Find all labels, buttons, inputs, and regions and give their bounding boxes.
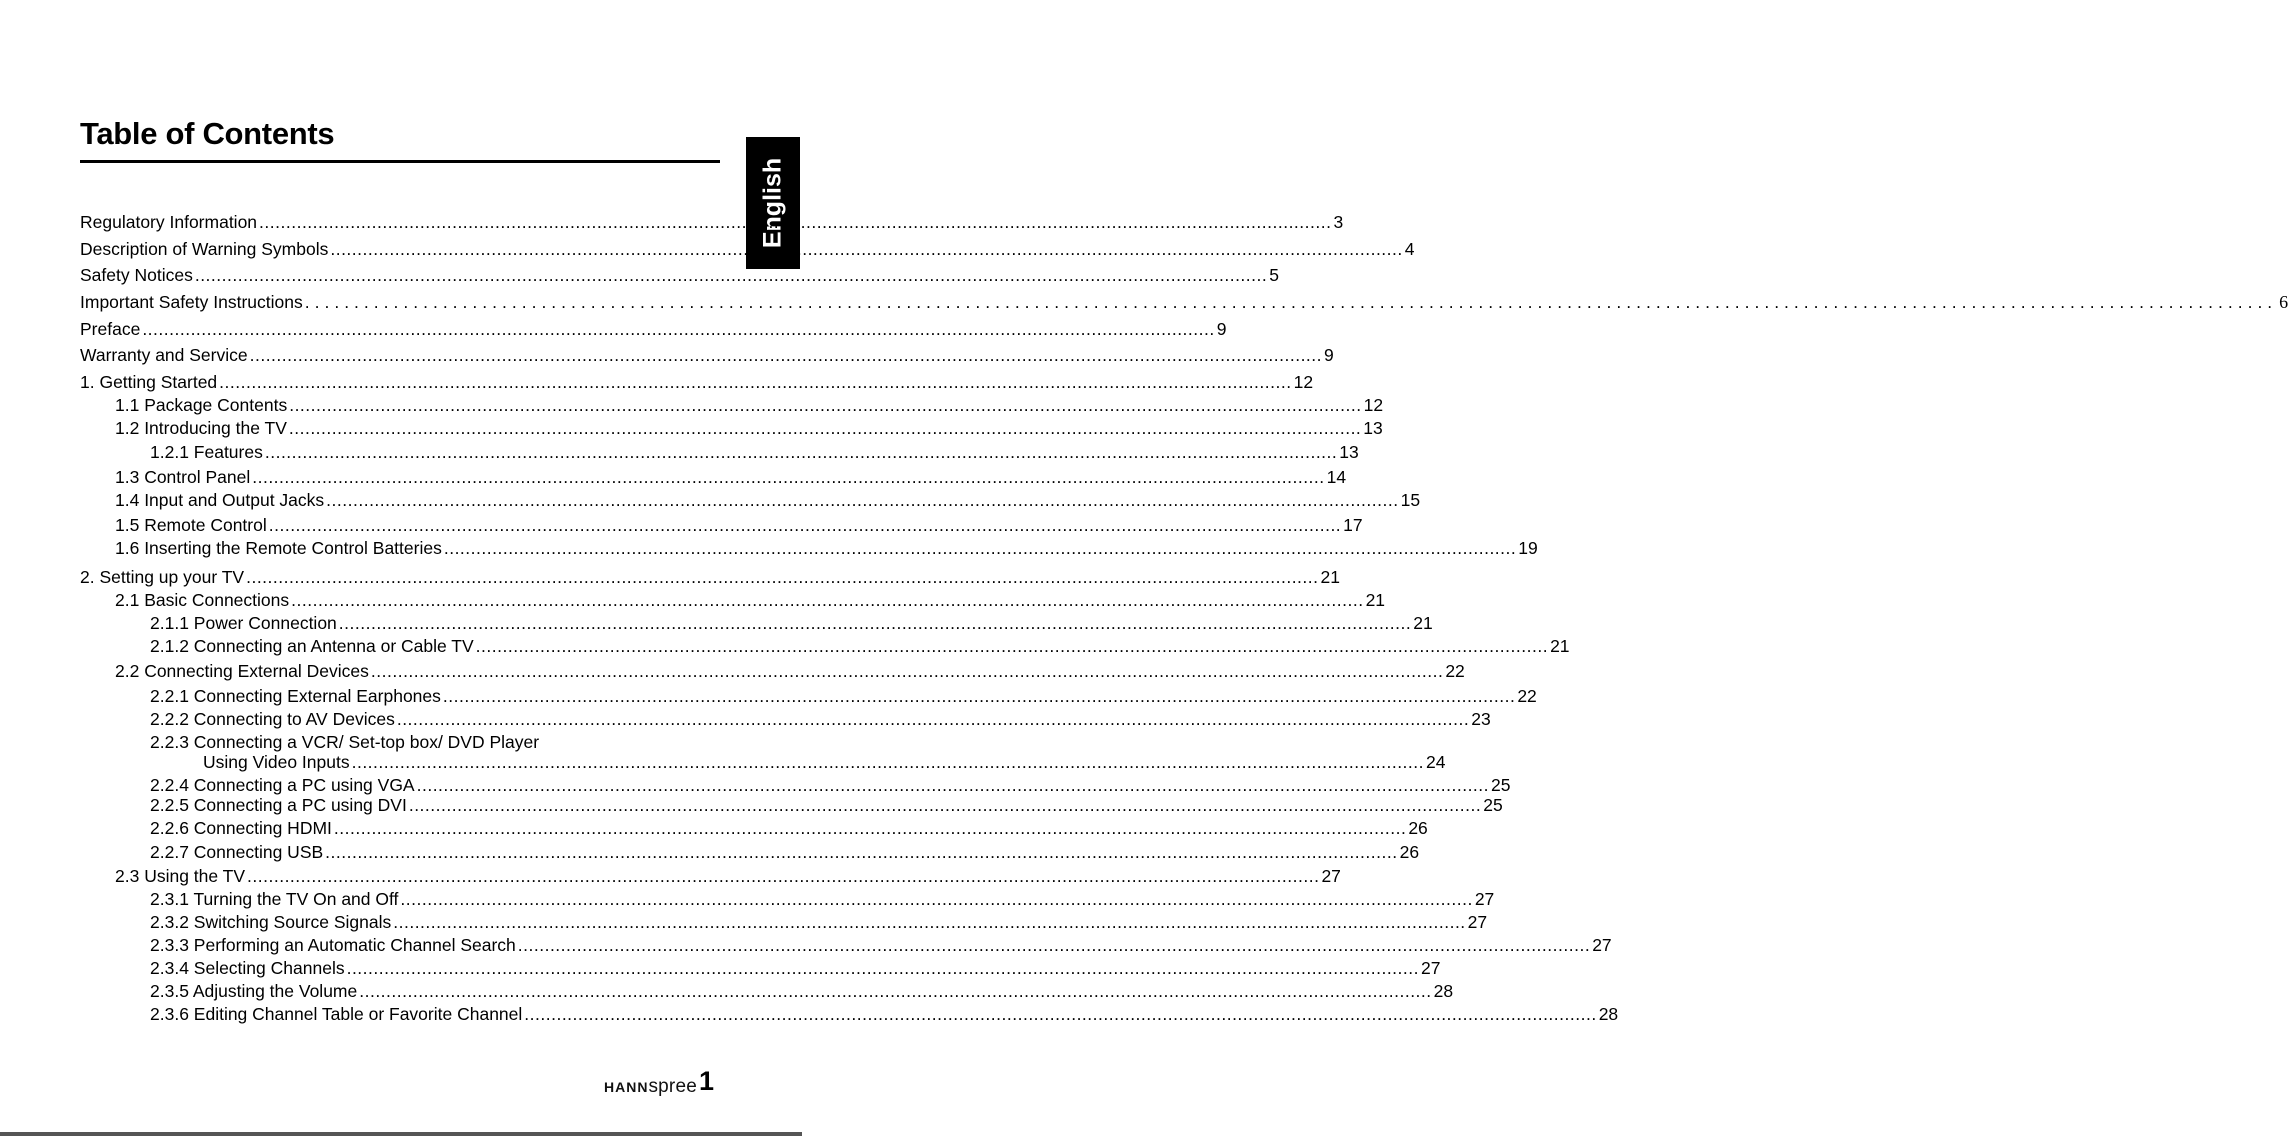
toc-leader: ........................................................................................................................................................................................................	[252, 467, 1325, 487]
toc-entry[interactable]	[150, 817, 1428, 839]
toc-entry[interactable]	[115, 417, 1383, 439]
toc-entry-continuation: Using Video Inputs	[203, 752, 350, 772]
toc-entry[interactable]	[115, 589, 1386, 611]
toc-entry-label: 2.3.4 Selecting Channels	[150, 958, 345, 978]
toc-leader: ........................................................................................................................................................................................................	[351, 752, 1425, 772]
brand-logo	[604, 1076, 697, 1098]
toc-entry-label: 1.2.1 Features	[150, 442, 263, 462]
toc-entry-page: 12	[1363, 395, 1384, 415]
toc-entry-page: 15	[1400, 490, 1421, 510]
toc-entry[interactable]	[150, 774, 1511, 796]
toc-entry[interactable]	[80, 566, 1340, 588]
toc-entry[interactable]	[80, 264, 1279, 286]
toc-leader: ........................................................................................................................................................................................................	[249, 345, 1323, 365]
toc-entry-label: 2.3.6 Editing Channel Table or Favorite Channel	[150, 1004, 523, 1024]
toc-entry-label: 2.3 Using the TV	[115, 866, 246, 886]
toc-entry[interactable]	[150, 1003, 1619, 1025]
toc-leader: ........................................................................................................................................................................................................	[416, 775, 1490, 795]
toc-entry-page: 27	[1421, 958, 1441, 978]
toc-entry[interactable]	[150, 441, 1359, 463]
toc-entry-label: Safety Notices	[80, 265, 193, 285]
toc-entry-page: 9	[1216, 319, 1227, 339]
toc-entry-label: Description of Warning Symbols	[80, 239, 329, 259]
toc-entry[interactable]	[150, 934, 1612, 956]
page-bottom-rule	[0, 1132, 802, 1136]
toc-entry[interactable]	[150, 635, 1570, 657]
toc-leader: ........................................................................................................................................................................................................	[268, 515, 1342, 535]
toc-entry-label: Warranty and Service	[80, 345, 248, 365]
toc-entry-label: 2.3.2 Switching Source Signals	[150, 912, 392, 932]
toc-leader: ........................................................................................................................................................................................................	[304, 292, 2278, 312]
language-tab-label: English	[758, 157, 787, 249]
toc-entry[interactable]	[80, 291, 2288, 313]
toc-leader: ........................................................................................................................................................................................................	[408, 795, 1482, 815]
toc-entry-page: 13	[1363, 418, 1383, 438]
toc-entry-page: 21	[1320, 567, 1340, 587]
toc-entry-page: 27	[1321, 866, 1341, 886]
toc-entry-page: 21	[1365, 590, 1386, 610]
toc-entry-page: 24	[1426, 752, 1446, 772]
toc-entry[interactable]	[150, 708, 1491, 730]
toc-entry-label: 2.1.1 Power Connection	[150, 613, 337, 633]
toc-entry-label: 2.2.6 Connecting HDMI	[150, 818, 332, 838]
toc-leader: ........................................................................................................................................................................................................	[393, 912, 1466, 932]
toc-leader: ........................................................................................................................................................................................................	[333, 818, 1407, 838]
toc-entry-page: 6	[2279, 292, 2288, 312]
title-underline	[80, 160, 720, 163]
brand-logo-bold: HANN	[604, 1079, 649, 1095]
toc-entry-label: 1.6 Inserting the Remote Control Batteries	[115, 538, 442, 558]
toc-entry-page: 9	[1324, 345, 1334, 365]
page-title: Table of Contents	[80, 116, 335, 151]
toc-entry[interactable]	[150, 612, 1433, 634]
toc-entry-page: 28	[1598, 1004, 1619, 1024]
toc-entry-label: 2.2.5 Connecting a PC using DVI	[150, 795, 407, 815]
toc-entry-page: 22	[1517, 686, 1537, 706]
toc-leader: ........................................................................................................................................................................................................	[400, 889, 1473, 909]
toc-leader: ........................................................................................................................................................................................................	[524, 1004, 1597, 1024]
toc-leader: ........................................................................................................................................................................................................	[442, 686, 1516, 706]
brand-logo-rest: spree	[648, 1076, 697, 1097]
toc-entry-label: Important Safety Instructions	[80, 292, 303, 312]
toc-leader: ........................................................................................................................................................................................................	[291, 590, 1364, 610]
toc-entry[interactable]	[115, 466, 1347, 488]
toc-entry[interactable]	[115, 514, 1363, 536]
toc-entry-page: 28	[1433, 981, 1454, 1001]
toc-entry[interactable]	[80, 318, 1227, 340]
toc-entry-label: 2.3.5 Adjusting the Volume	[150, 981, 358, 1001]
toc-leader: ........................................................................................................................................................................................................	[443, 538, 1517, 558]
toc-entry-label: Preface	[80, 319, 141, 339]
toc-entry-label: 2.1.2 Connecting an Antenna or Cable TV	[150, 636, 474, 656]
toc-entry-page: 12	[1293, 372, 1314, 392]
toc-entry-page: 25	[1491, 775, 1511, 795]
toc-leader: ........................................................................................................................................................................................................	[346, 958, 1419, 978]
toc-entry-label: 2.2.2 Connecting to AV Devices	[150, 709, 395, 729]
toc-entry[interactable]	[203, 751, 1446, 773]
toc-entry-page: 22	[1445, 661, 1465, 681]
toc-entry[interactable]	[150, 911, 1488, 933]
toc-entry-page: 21	[1550, 636, 1570, 656]
toc-entry-page: 19	[1518, 538, 1538, 558]
toc-entry-label: 2.2.1 Connecting External Earphones	[150, 686, 441, 706]
toc-entry-page: 21	[1413, 613, 1433, 633]
toc-entry[interactable]	[150, 888, 1495, 910]
toc-entry-label: 1.2 Introducing the TV	[115, 418, 287, 438]
toc-leader: ........................................................................................................................................................................................................	[289, 395, 1362, 415]
toc-leader: ........................................................................................................................................................................................................	[219, 372, 1292, 392]
toc-entry-page: 5	[1269, 265, 1279, 285]
toc-leader: ........................................................................................................................................................................................................	[194, 265, 1268, 285]
toc-entry[interactable]	[115, 394, 1384, 416]
toc-entry-page: 26	[1399, 842, 1420, 862]
toc-entry-label: 2. Setting up your TV	[80, 567, 245, 587]
toc-entry-page: 23	[1471, 709, 1491, 729]
toc-leader: ........................................................................................................................................................................................................	[359, 981, 1432, 1001]
toc-entry-label: 1.5 Remote Control	[115, 515, 267, 535]
toc-entry-page: 25	[1483, 795, 1503, 815]
toc-entry[interactable]	[80, 238, 1415, 260]
toc-leader: ........................................................................................................................................................................................................	[259, 212, 1332, 232]
toc-leader: ........................................................................................................................................................................................................	[247, 866, 1320, 886]
toc-entry[interactable]	[115, 537, 1538, 559]
toc-entry-label: 2.1 Basic Connections	[115, 590, 290, 610]
toc-entry[interactable]	[115, 489, 1421, 511]
toc-leader: ........................................................................................................................................................................................................	[325, 842, 1398, 862]
toc-entry-label: 2.3.3 Performing an Automatic Channel Search	[150, 935, 516, 955]
toc-entry[interactable]	[150, 841, 1420, 863]
toc-entry-page: 4	[1404, 239, 1415, 259]
toc-leader: ........................................................................................................................................................................................................	[330, 239, 1403, 259]
toc-leader: ........................................................................................................................................................................................................	[475, 636, 1549, 656]
toc-entry[interactable]	[150, 685, 1537, 707]
toc-leader: ........................................................................................................................................................................................................	[326, 490, 1399, 510]
toc-leader: ........................................................................................................................................................................................................	[396, 709, 1470, 729]
toc-entry[interactable]	[80, 371, 1314, 393]
toc-entry[interactable]	[80, 211, 1344, 233]
toc-entry[interactable]	[80, 344, 1334, 366]
toc-entry-label: Regulatory Information	[80, 212, 258, 232]
toc-entry-label: 1.1 Package Contents	[115, 395, 288, 415]
toc-entry-label: 2.2 Connecting External Devices	[115, 661, 369, 681]
toc-entry[interactable]	[115, 865, 1341, 887]
toc-leader: ........................................................................................................................................................................................................	[338, 613, 1412, 633]
toc-entry-page: 27	[1467, 912, 1488, 932]
toc-entry-page: 26	[1408, 818, 1428, 838]
toc-leader: ........................................................................................................................................................................................................	[288, 418, 1362, 438]
toc-entry[interactable]	[150, 957, 1441, 979]
toc-entry-label: 1. Getting Started	[80, 372, 218, 392]
toc-leader: ........................................................................................................................................................................................................	[264, 442, 1338, 462]
toc-entry-label: 2.2.7 Connecting USB	[150, 842, 324, 862]
toc-entry-label: 1.4 Input and Output Jacks	[115, 490, 325, 510]
toc-leader: ........................................................................................................................................................................................................	[370, 661, 1444, 681]
page-number: 1	[699, 1066, 715, 1096]
toc-entry-page: 27	[1474, 889, 1495, 909]
toc-entry-label: 2.3.1 Turning the TV On and Off	[150, 889, 399, 909]
toc-entry-page: 17	[1343, 515, 1363, 535]
toc-leader: ........................................................................................................................................................................................................	[142, 319, 1215, 339]
toc-entry-label[interactable]: 2.2.3 Connecting a VCR/ Set-top box/ DVD Player	[150, 732, 540, 752]
toc-entry-page: 14	[1326, 467, 1347, 487]
toc-entry-page: 3	[1333, 212, 1344, 232]
toc-entry[interactable]	[150, 794, 1503, 816]
toc-entry-page: 27	[1592, 935, 1612, 955]
toc-entry-page: 13	[1339, 442, 1359, 462]
toc-entry-label: 1.3 Control Panel	[115, 467, 251, 487]
toc-entry[interactable]	[150, 980, 1454, 1002]
toc-leader: ........................................................................................................................................................................................................	[246, 567, 1319, 587]
toc-entry-label: 2.2.4 Connecting a PC using VGA	[150, 775, 415, 795]
toc-entry[interactable]	[115, 660, 1465, 682]
toc-leader: ........................................................................................................................................................................................................	[517, 935, 1591, 955]
